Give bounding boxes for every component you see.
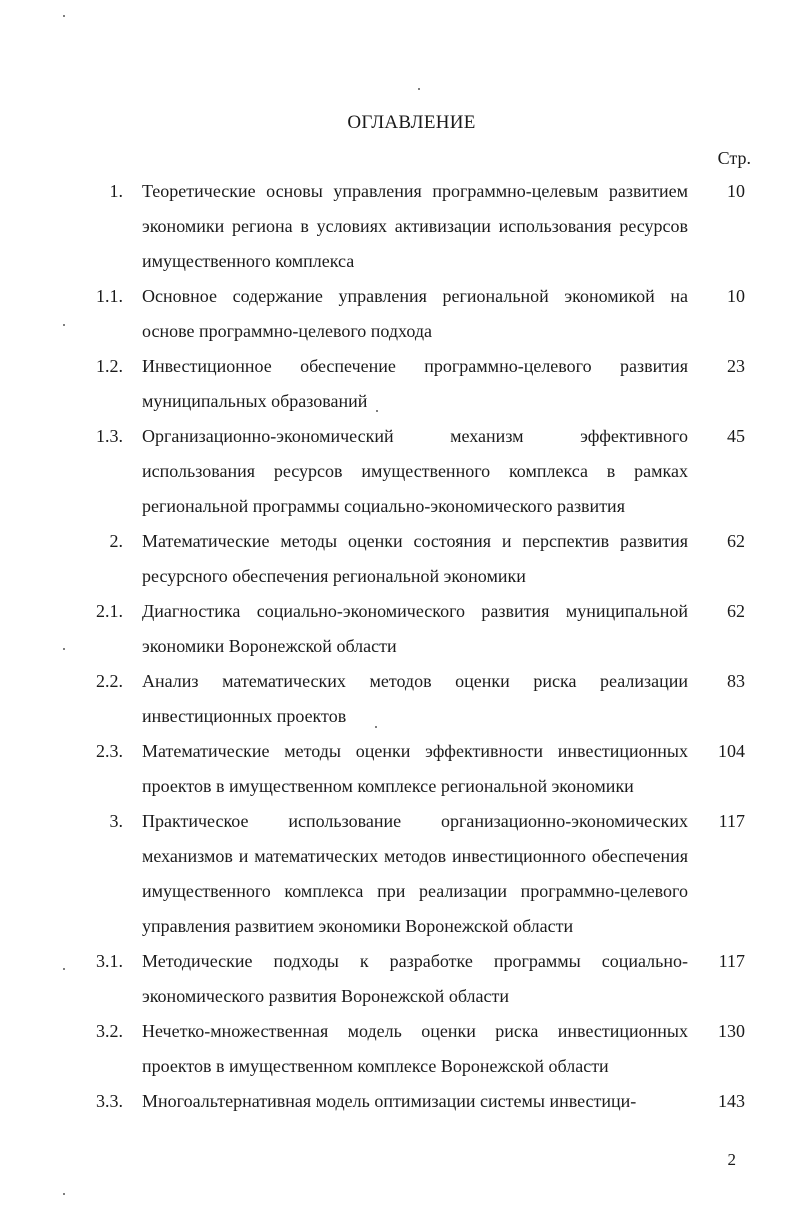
toc-entry-number: 1. bbox=[109, 181, 123, 201]
toc-entry-page: 62 bbox=[727, 601, 745, 621]
toc-entry-title: Многоальтернативная модель оптимизации системы инвестици- bbox=[142, 1091, 637, 1111]
toc-entry-number: 3.1. bbox=[96, 951, 123, 971]
toc-entry-number: 1.1. bbox=[96, 286, 123, 306]
toc-entry-title: Теоретические основы управления программно-целевым развитием экономики региона в условиях активизации использования ресурсов имущественного комплекса bbox=[142, 181, 688, 271]
toc-entry-number: 3.2. bbox=[96, 1021, 123, 1041]
page-column-header: Стр. bbox=[717, 148, 751, 168]
toc-entry-title: Анализ математических методов оценки риска реализации инвестиционных проектов bbox=[142, 671, 688, 726]
toc-entry-title: Математические методы оценки эффективности инвестиционных проектов в имущественном комплексе региональной экономики bbox=[142, 741, 688, 796]
toc-entry bbox=[0, 524, 793, 594]
toc-entry-page: 104 bbox=[718, 741, 745, 761]
toc-entry-title: Инвестиционное обеспечение программно-целевого развития муниципальных образований bbox=[142, 356, 688, 411]
scan-speck bbox=[63, 15, 65, 17]
toc-entry-number: 3. bbox=[109, 811, 123, 831]
page-number: 2 bbox=[727, 1150, 736, 1169]
toc-entry-number: 1.2. bbox=[96, 356, 123, 376]
toc-entry bbox=[0, 279, 793, 349]
toc-entry-page: 10 bbox=[727, 181, 745, 201]
toc-entry-page: 130 bbox=[718, 1021, 745, 1041]
toc-entry bbox=[0, 174, 793, 279]
toc-entry-page: 143 bbox=[718, 1091, 745, 1111]
toc-entry-number: 1.3. bbox=[96, 426, 123, 446]
page-title: ОГЛАВЛЕНИЕ bbox=[347, 112, 476, 133]
toc-entry-title: Нечетко-множественная модель оценки риска инвестиционных проектов в имущественном комплексе Воронежской области bbox=[142, 1021, 688, 1076]
toc-entry bbox=[0, 1014, 793, 1084]
toc-entry-page: 10 bbox=[727, 286, 745, 306]
scan-speck bbox=[376, 410, 378, 412]
scan-speck bbox=[418, 88, 420, 90]
toc-entry-title: Организационно-экономический механизм эффективного использования ресурсов имущественного комплекса в рамках региональной программы социально-экономического развития bbox=[142, 426, 688, 516]
toc-entry-page: 83 bbox=[727, 671, 745, 691]
table-of-contents bbox=[0, 174, 793, 1119]
scan-speck bbox=[63, 648, 65, 650]
scan-speck bbox=[63, 968, 65, 970]
toc-entry bbox=[0, 804, 793, 944]
toc-entry bbox=[0, 1084, 793, 1119]
toc-entry-title: Методические подходы к разработке программы социально-экономического развития Воронежской области bbox=[142, 951, 688, 1006]
toc-entry bbox=[0, 664, 793, 734]
toc-entry bbox=[0, 944, 793, 1014]
toc-entry-number: 2.3. bbox=[96, 741, 123, 761]
toc-entry bbox=[0, 349, 793, 419]
toc-entry-page: 62 bbox=[727, 531, 745, 551]
toc-entry-title: Практическое использование организационно-экономических механизмов и математических методов инвестиционного обеспечения имущественного комплекса при реализации программно-целевого управления развитием экономики Воронежской области bbox=[142, 811, 688, 936]
toc-entry-number: 2.1. bbox=[96, 601, 123, 621]
toc-entry bbox=[0, 734, 793, 804]
toc-entry-page: 117 bbox=[718, 951, 745, 971]
scan-speck bbox=[63, 324, 65, 326]
toc-entry-title: Основное содержание управления региональной экономикой на основе программно-целевого подхода bbox=[142, 286, 688, 341]
toc-entry-title: Математические методы оценки состояния и перспектив развития ресурсного обеспечения региональной экономики bbox=[142, 531, 688, 586]
toc-entry-page: 117 bbox=[718, 811, 745, 831]
toc-entry bbox=[0, 419, 793, 524]
toc-entry-page: 23 bbox=[727, 356, 745, 376]
toc-entry-number: 2. bbox=[109, 531, 123, 551]
toc-entry-number: 3.3. bbox=[96, 1091, 123, 1111]
toc-entry bbox=[0, 594, 793, 664]
toc-entry-page: 45 bbox=[727, 426, 745, 446]
toc-entry-title: Диагностика социально-экономического развития муниципальной экономики Воронежской области bbox=[142, 601, 688, 656]
toc-entry-number: 2.2. bbox=[96, 671, 123, 691]
scan-speck bbox=[375, 726, 377, 728]
scan-speck bbox=[63, 1193, 65, 1195]
